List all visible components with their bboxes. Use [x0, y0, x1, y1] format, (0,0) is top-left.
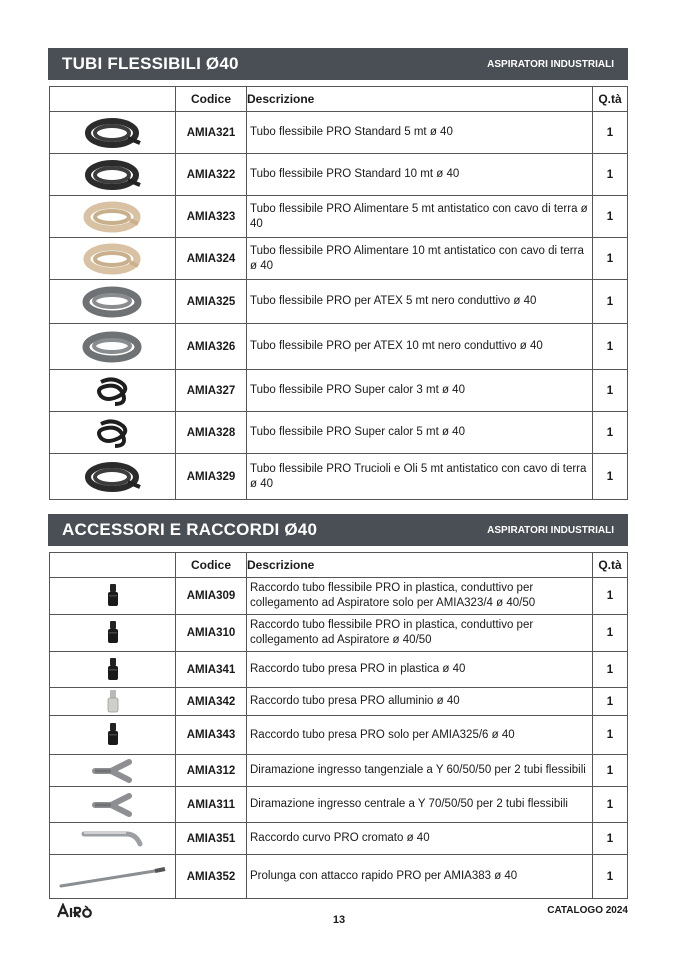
product-quantity: 1 [593, 412, 628, 454]
table-row [50, 855, 628, 899]
table-row [50, 324, 628, 370]
product-image-cell [50, 238, 176, 280]
y-branch-icon [50, 792, 175, 818]
table-row [50, 615, 628, 652]
product-description: Raccordo tubo presa PRO solo per AMIA325/6 ø 40 [247, 716, 593, 755]
product-description: Tubo flessibile PRO Super calor 3 mt ø 40 [247, 370, 593, 412]
black-fitting-icon [50, 657, 175, 683]
product-description: Raccordo tubo presa PRO in plastica ø 40 [247, 652, 593, 688]
product-image-cell [50, 578, 176, 615]
product-image-cell [50, 412, 176, 454]
product-code: AMIA322 [176, 154, 247, 196]
grey-hose-coil-icon [50, 330, 175, 364]
product-quantity: 1 [593, 196, 628, 238]
black-fitting-icon [50, 583, 175, 609]
product-quantity: 1 [593, 154, 628, 196]
product-image-cell [50, 370, 176, 412]
product-code: AMIA325 [176, 280, 247, 324]
product-code: AMIA311 [176, 787, 247, 823]
product-image-cell [50, 112, 176, 154]
product-description: Raccordo tubo flessibile PRO in plastica, conduttivo per collegamento ad Aspiratore ø 40/50 [247, 615, 593, 652]
aluminium-fitting-icon [50, 689, 175, 715]
beige-hose-coil-icon [50, 200, 175, 234]
product-code: AMIA352 [176, 855, 247, 899]
product-code: AMIA324 [176, 238, 247, 280]
table-row [50, 412, 628, 454]
product-quantity: 1 [593, 370, 628, 412]
product-description: Diramazione ingresso tangenziale a Y 60/50/50 per 2 tubi flessibili [247, 755, 593, 787]
product-code: AMIA329 [176, 454, 247, 500]
black-hose-coil-icon [50, 158, 175, 192]
table-row [50, 370, 628, 412]
black-hose-coil-icon [50, 460, 175, 494]
product-quantity: 1 [593, 688, 628, 716]
product-image-cell [50, 716, 176, 755]
image-column-header [50, 553, 176, 578]
product-quantity: 1 [593, 755, 628, 787]
product-description: Tubo flessibile PRO Alimentare 10 mt antistatico con cavo di terra ø 40 [247, 238, 593, 280]
product-quantity: 1 [593, 280, 628, 324]
code-column-header: Codice [176, 87, 247, 112]
twisted-hose-icon [50, 374, 175, 408]
product-image-cell [50, 196, 176, 238]
product-description: Tubo flessibile PRO Alimentare 5 mt antistatico con cavo di terra ø 40 [247, 196, 593, 238]
product-image-cell [50, 652, 176, 688]
black-fitting-icon [50, 620, 175, 646]
product-description: Tubo flessibile PRO Standard 5 mt ø 40 [247, 112, 593, 154]
table-header-row [50, 87, 628, 112]
product-description: Tubo flessibile PRO Standard 10 mt ø 40 [247, 154, 593, 196]
section-subtitle: ASPIRATORI INDUSTRIALI [487, 524, 614, 536]
product-quantity: 1 [593, 324, 628, 370]
product-description: Tubo flessibile PRO per ATEX 5 mt nero conduttivo ø 40 [247, 280, 593, 324]
section-header [48, 514, 628, 546]
product-image-cell [50, 324, 176, 370]
image-column-header [50, 87, 176, 112]
product-quantity: 1 [593, 578, 628, 615]
product-code: AMIA342 [176, 688, 247, 716]
table-row [50, 652, 628, 688]
product-image-cell [50, 787, 176, 823]
product-quantity: 1 [593, 787, 628, 823]
section-title: ACCESSORI E RACCORDI Ø40 [62, 520, 318, 539]
product-quantity: 1 [593, 855, 628, 899]
twisted-hose-icon [50, 416, 175, 450]
qty-column-header: Q.tà [593, 87, 628, 112]
table-header-row [50, 553, 628, 578]
table-row [50, 238, 628, 280]
product-image-cell [50, 454, 176, 500]
product-code: AMIA309 [176, 578, 247, 615]
curved-pipe-icon [50, 828, 175, 850]
table-row [50, 280, 628, 324]
table-row [50, 454, 628, 500]
product-image-cell [50, 688, 176, 716]
product-image-cell [50, 154, 176, 196]
product-code: AMIA341 [176, 652, 247, 688]
product-image-cell [50, 823, 176, 855]
beige-hose-coil-icon [50, 242, 175, 276]
section-accessories [48, 514, 628, 899]
product-description: Tubo flessibile PRO Super calor 5 mt ø 40 [247, 412, 593, 454]
table-row [50, 688, 628, 716]
product-quantity: 1 [593, 615, 628, 652]
table-row [50, 196, 628, 238]
product-code: AMIA328 [176, 412, 247, 454]
description-column-header: Descrizione [247, 87, 593, 112]
product-code: AMIA323 [176, 196, 247, 238]
product-description: Tubo flessibile PRO per ATEX 10 mt nero conduttivo ø 40 [247, 324, 593, 370]
y-branch-icon [50, 758, 175, 784]
product-image-cell [50, 755, 176, 787]
product-code: AMIA321 [176, 112, 247, 154]
qty-column-header: Q.tà [593, 553, 628, 578]
product-quantity: 1 [593, 823, 628, 855]
black-fitting-icon [50, 722, 175, 748]
catalog-label: CATALOGO 2024 [547, 905, 628, 916]
product-image-cell [50, 280, 176, 324]
product-description: Prolunga con attacco rapido PRO per AMIA383 ø 40 [247, 855, 593, 899]
accessories-table [49, 552, 628, 899]
product-quantity: 1 [593, 652, 628, 688]
product-code: AMIA310 [176, 615, 247, 652]
product-quantity: 1 [593, 238, 628, 280]
product-code: AMIA326 [176, 324, 247, 370]
product-quantity: 1 [593, 112, 628, 154]
table-row [50, 112, 628, 154]
product-code: AMIA343 [176, 716, 247, 755]
section-header [48, 48, 628, 80]
code-column-header: Codice [176, 553, 247, 578]
section-subtitle: ASPIRATORI INDUSTRIALI [487, 58, 614, 70]
table-row [50, 716, 628, 755]
black-hose-coil-icon [50, 116, 175, 150]
product-code: AMIA327 [176, 370, 247, 412]
product-image-cell [50, 615, 176, 652]
table-row [50, 578, 628, 615]
product-description: Tubo flessibile PRO Trucioli e Oli 5 mt antistatico con cavo di terra ø 40 [247, 454, 593, 500]
description-column-header: Descrizione [247, 553, 593, 578]
product-code: AMIA351 [176, 823, 247, 855]
extension-rod-icon [50, 864, 175, 890]
product-quantity: 1 [593, 716, 628, 755]
section-hoses [48, 48, 628, 500]
product-description: Diramazione ingresso centrale a Y 70/50/50 per 2 tubi flessibili [247, 787, 593, 823]
table-row [50, 823, 628, 855]
table-row [50, 154, 628, 196]
hoses-table [49, 86, 628, 500]
table-row [50, 755, 628, 787]
page-number: 13 [332, 914, 346, 926]
product-image-cell [50, 855, 176, 899]
product-code: AMIA312 [176, 755, 247, 787]
product-description: Raccordo curvo PRO cromato ø 40 [247, 823, 593, 855]
product-quantity: 1 [593, 454, 628, 500]
section-title: TUBI FLESSIBILI Ø40 [62, 54, 239, 73]
product-description: Raccordo tubo presa PRO alluminio ø 40 [247, 688, 593, 716]
product-description: Raccordo tubo flessibile PRO in plastica, conduttivo per collegamento ad Aspiratore solo per AMIA323/4 ø 40/50 [247, 578, 593, 615]
table-row [50, 787, 628, 823]
grey-hose-coil-icon [50, 285, 175, 319]
